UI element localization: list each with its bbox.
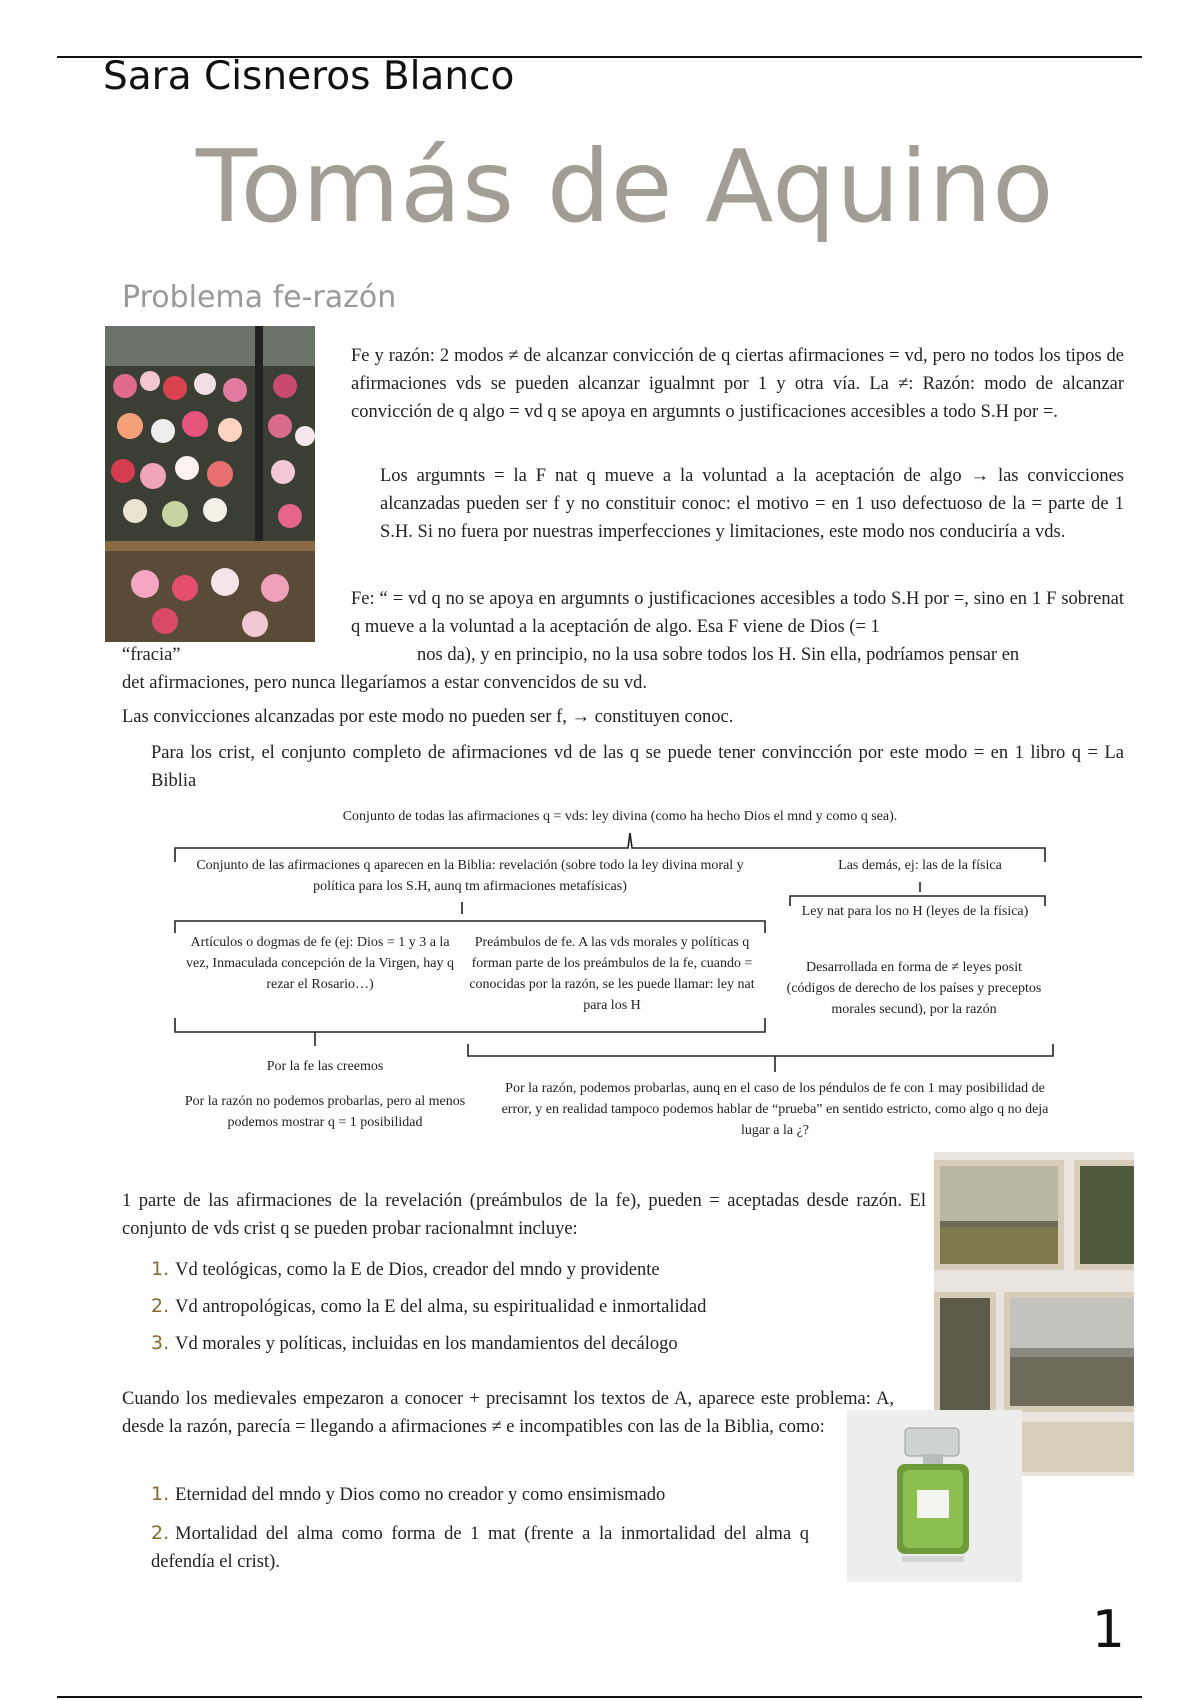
author-name: Sara Cisneros Blanco (103, 54, 515, 99)
paragraph-fe-c: det afirmaciones, pero nunca llegaríamos a estar convencidos de su vd. (122, 673, 648, 693)
list-item: 1. Eternidad del mndo y Dios como no creador y como ensimismado (151, 1483, 666, 1505)
page-title: Tomás de Aquino (196, 128, 1054, 245)
diagram-top-label: Conjunto de todas las afirmaciones q = vds: ley divina (como ha hecho Dios el mnd y como q sea). (342, 809, 898, 824)
list-item: 3. Vd morales y políticas, incluidas en los mandamientos del decálogo (151, 1332, 678, 1354)
paragraph-argumentos: Los argumnts = la F nat q mueve a la voluntad a la aceptación de algo → las convicciones alcanzadas pueden ser f y no constituir conoc: el motivo = en 1 uso defectuoso de la = parte de 1 S.H. Si no fuera por nuestras imperfecciones y limitaciones, este modo nos conduciría a vds. (380, 466, 1124, 542)
paragraph-cristianos: Para los crist, el conjunto completo de afirmaciones vd de las q se puede tener convincción por este modo = en 1 libro q = La Biblia (151, 743, 1124, 791)
paragraph-preambulos: 1 parte de las afirmaciones de la revelación (preámbulos de la fe), pueden = aceptadas desde razón. El conjunto de vds crist q se pueden probar racionalmnt incluye: (122, 1191, 926, 1239)
paragraph-convicciones: Las convicciones alcanzadas por este modo no pueden ser f, → constituyen conoc. (122, 707, 734, 727)
list-incompatibles (151, 1480, 809, 1584)
diagram-preambulos-label: Preámbulos de fe. A las vds morales y políticas q forman parte de los preámbulos de la fe, cuando = conocidas por la razón, se les puede llamar: ley nat para los H (469, 935, 755, 1013)
perfume-bottle-photo (847, 1410, 1022, 1582)
page-number: 1 (1091, 1600, 1125, 1660)
diagram-desarrollada-label: Desarrollada en forma de ≠ leyes posit (códigos de derecho de los países y preceptos morales secund), por la razón (786, 960, 1042, 1017)
list-item: 2. Vd antropológicas, como la E del alma, su espiritualidad e inmortalidad (151, 1295, 707, 1317)
paragraph-fracia: “fracia” (122, 645, 181, 665)
diagram-por-razon-no-label: Por la razón no podemos probarlas, pero al menos podemos mostrar q = 1 posibilidad (184, 1094, 466, 1130)
paragraph-fe-razon: Fe y razón: 2 modos ≠ de alcanzar convicción de q ciertas afirmaciones = vd, pero no todos los tipos de afirmaciones vds se pueden alcanzar igualmnt por 1 y otra vía. La ≠: Razón: modo de alcanzar convicción de q algo = vd q se apoya en argumnts o justificaciones accesibles a todo S.H por =. (351, 346, 1124, 422)
section-heading: Problema fe-razón (122, 280, 397, 315)
paragraph-fe-b: nos da), y en principio, no la usa sobre todos los H. Sin ella, podríamos pensar en (417, 645, 1020, 665)
diagram-ley-nat-label: Ley nat para los no H (leyes de la física) (801, 904, 1029, 919)
paragraph-fe-a: Fe: “ = vd q no se apoya en argumnts o justificaciones accesibles a todo S.H por =, sino en 1 F sobrenat q mueve a la voluntad a la aceptación de algo. Esa F viene de Dios (= 1 (351, 589, 1124, 637)
diagram-articulos-label: Artículos o dogmas de fe (ej: Dios = 1 y 3 a la vez, Inmaculada concepción de la Virgen, hay q rezar el Rosario…) (185, 935, 455, 992)
list-verdades (151, 1255, 921, 1366)
diagram-por-fe-label: Por la fe las creemos (266, 1059, 384, 1074)
list-item: 1. Vd teológicas, como la E de Dios, creador del mndo y providente (151, 1258, 660, 1280)
paragraph-medievales: Cuando los medievales empezaron a conocer + precisamnt los textos de A, aparece este problema: A, desde la razón, parecía = llegando a afirmaciones ≠ e incompatibles con las de la Biblia, como: (122, 1389, 894, 1437)
diagram-por-razon-si-label: Por la razón, podemos probarlas, aunq en el caso de los péndulos de fe con 1 may posibilidad de error, y en realidad tampoco podemos hablar de “prueba” en sentido estricto, como algo q no deja lugar a la ¿? (501, 1081, 1049, 1138)
diagram-biblia-label: Conjunto de las afirmaciones q aparecen en la Biblia: revelación (sobre todo la ley divina moral y política para los S.H, aunq tm afirmaciones metafísicas) (196, 858, 744, 894)
list-item: 2. Mortalidad del alma como forma de 1 mat (frente a la inmortalidad del alma q defendía el crist). (151, 1522, 809, 1572)
diagram-demas-label: Las demás, ej: las de la física (838, 858, 1002, 873)
bottom-rule (57, 1696, 1142, 1698)
